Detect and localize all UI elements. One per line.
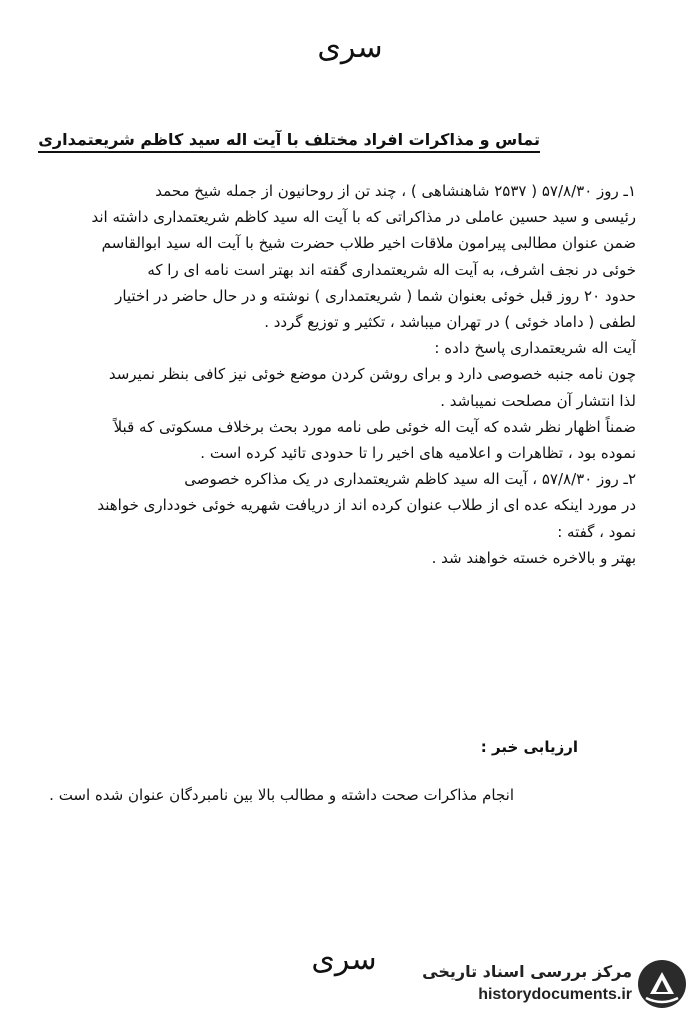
archive-logo-icon [636,958,688,1010]
body-line: نمود ، گفته : [557,522,636,541]
body-line: چون نامه جنبه خصوصی دارد و برای روشن کردن موضع خوئی نیز کافی بنظر نمیرسد [108,365,636,384]
evaluation-title: ارزیابی خبر : [480,738,578,756]
body-line: خوئی در نجف اشرف، به آیت اله شریعتمداری گفته اند بهتر است نامه ای را که [147,260,636,279]
body-line: ۱ـ روز ۵۷/۸/۳۰ ( ۲۵۳۷ شاهنشاهی ) ، چند تن از روحانیون از جمله شیخ محمد [155,182,636,200]
body-line: آیت اله شریعتمداری پاسخ داده : [434,339,636,358]
document-heading: تماس و مذاکرات افراد مختلف با آیت اله سید کاظم شریعتمداری [38,130,540,153]
body-line: در مورد اینکه عده ای از طلاب عنوان کرده اند از دریافت شهریه خوئی خودداری خواهند [97,496,636,515]
body-line: لذا انتشار آن مصلحت نمیباشد . [440,391,636,410]
body-line: ضمناً اظهار نظر شده که آیت اله خوئی طی نامه مورد بحث برخلاف مسکوتی که قبلاً [113,417,636,436]
evaluation-text: انجام مذاکرات صحت داشته و مطالب بالا بین نامبردگان عنوان شده است . [49,786,514,804]
classification-bottom: سری [311,942,377,977]
body-line: حدود ۲۰ روز قبل خوئی بعنوان شما ( شریعتمداری ) نوشته و در حال حاضر در اختیار [115,286,636,305]
body-line: نموده بود ، تظاهرات و اعلامیه های اخیر را تا حدودی تائید کرده است . [200,444,636,463]
body-line: رئیسی و سید حسین عاملی در مذاکراتی که با آیت اله سید کاظم شریعتمداری داشته اند [91,208,636,227]
body-line: بهتر و بالاخره خسته خواهند شد . [431,548,636,567]
body-line: ضمن عنوان مطالبی پیرامون ملاقات اخیر طلاب حضرت شیخ با آیت اله سید ابوالقاسم [101,234,636,253]
watermark-name: مرکز بررسی اسناد تاریخی [422,962,632,981]
body-line: ۲ـ روز ۵۷/۸/۳۰ ، آیت اله سید کاظم شریعتمداری در یک مذاکره خصوصی [184,470,636,489]
classification-top: سری [317,30,383,65]
body-line: لطفی ( داماد خوئی ) در تهران میباشد ، تکثیر و توزیع گردد . [264,313,636,332]
document-body [36,178,636,571]
watermark-url: historydocuments.ir [478,986,632,1003]
watermark [410,954,694,1016]
